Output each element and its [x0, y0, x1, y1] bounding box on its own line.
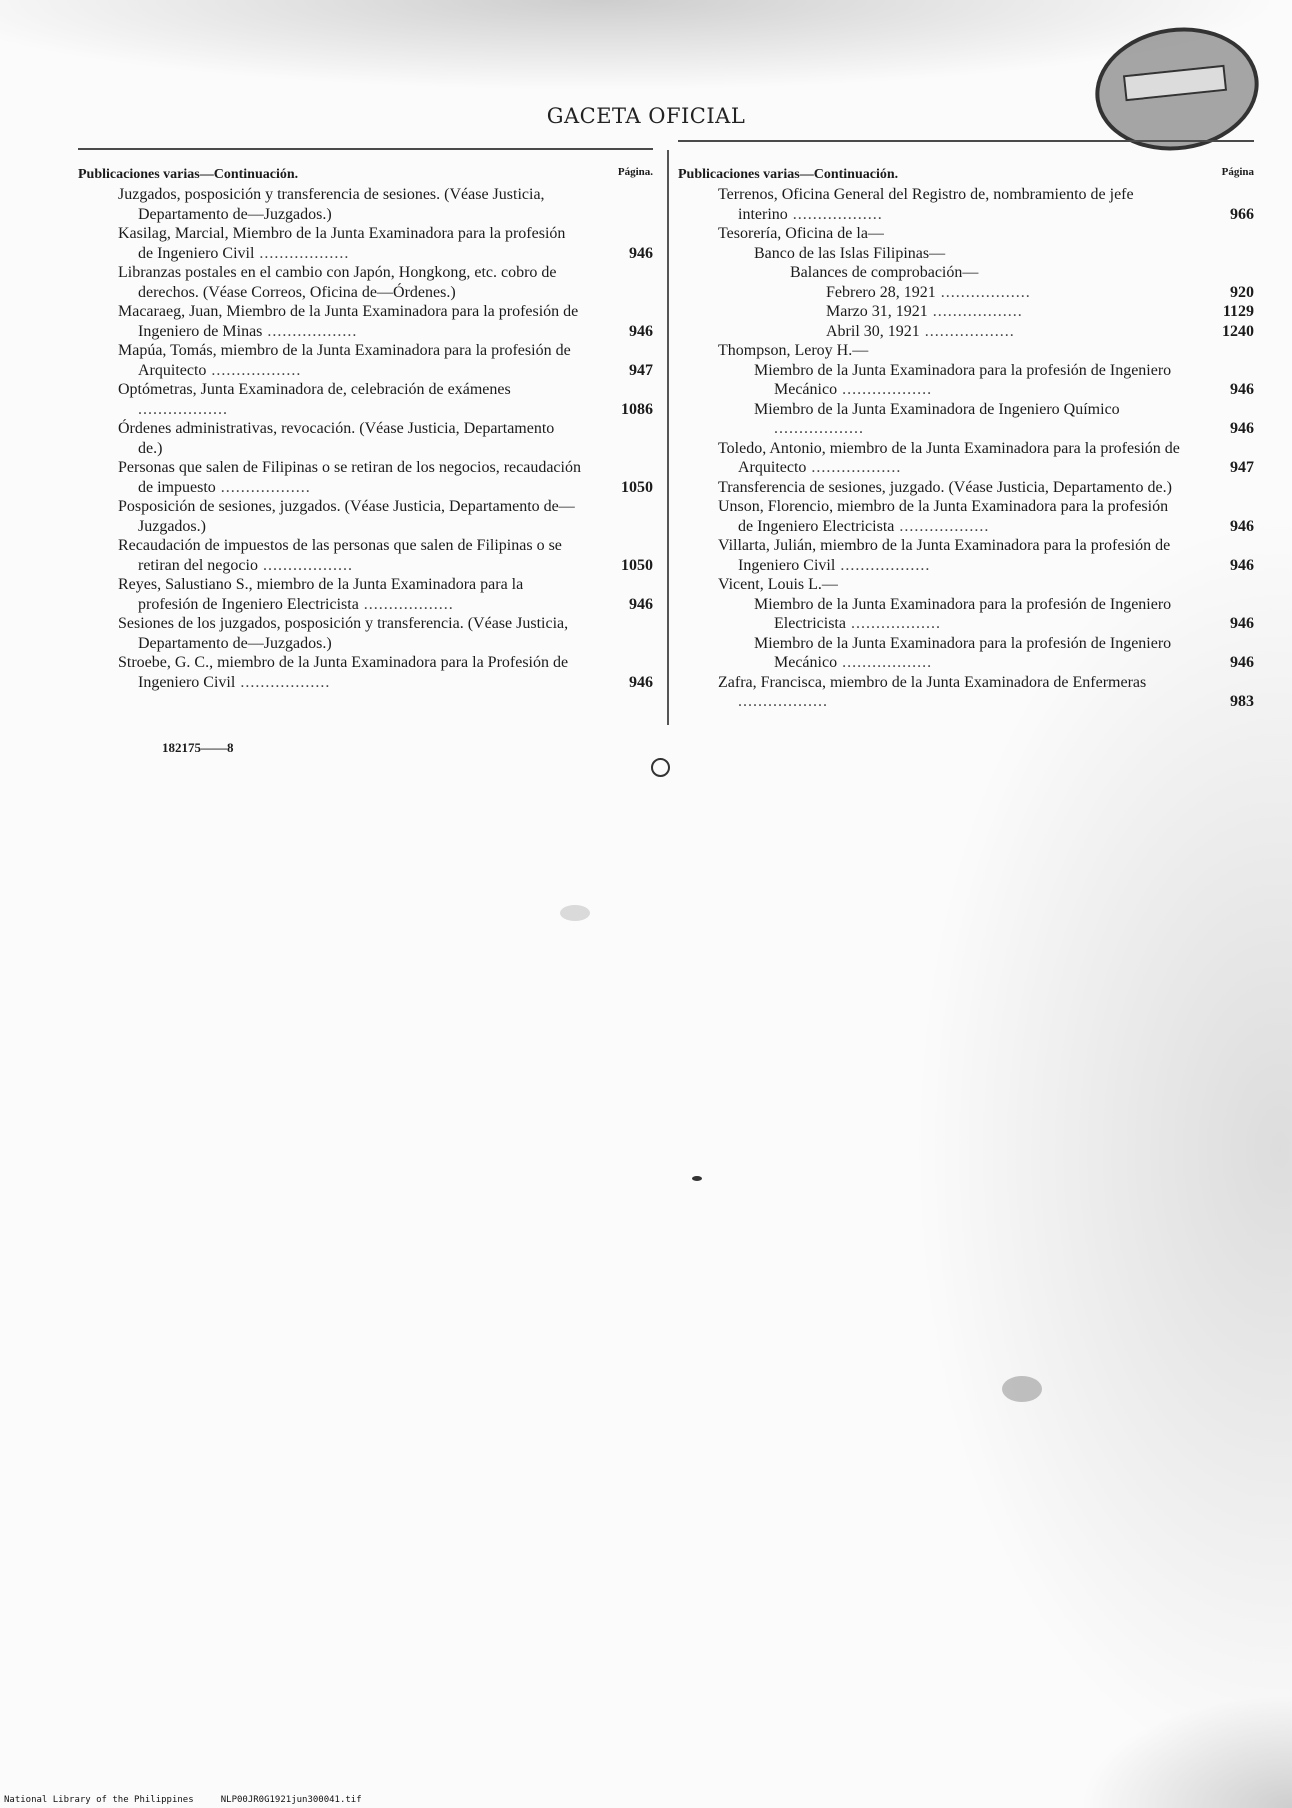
index-entry-text: Terrenos, Oficina General del Registro de, nombramiento de jefe interino .................. [718, 186, 1134, 223]
index-entry-page: 983 [1230, 693, 1254, 710]
index-entry-text: Recaudación de impuestos de las personas que salen de Filipinas o se retiran del negocio .................. [118, 537, 562, 574]
index-entry-page: 1086 [621, 400, 653, 418]
index-entry-text: Macaraeg, Juan, Miembro de la Junta Examinadora para la profesión de Ingeniero de Minas .................. [118, 303, 579, 340]
index-entry-text: Marzo 31, 1921 .................. [826, 303, 1023, 320]
punch-hole-mark [651, 758, 670, 777]
index-entry [678, 536, 1254, 575]
index-entry [678, 283, 1254, 303]
index-entry-text: Banco de las Islas Filipinas— [754, 244, 946, 262]
index-entry-text: Thompson, Leroy H.— [718, 342, 869, 359]
left-column-heading: Publicaciones varias—Continuación. [78, 167, 299, 182]
dot-leader: .................. [787, 205, 883, 223]
index-entry-page: 946 [1230, 420, 1254, 437]
right-column-heading: Publicaciones varias—Continuación. [678, 167, 899, 182]
index-entry-page: 920 [1230, 283, 1254, 301]
index-entry-text: Stroebe, G. C., miembro de la Junta Examinadora para la Profesión de Ingeniero Civil .................. [118, 654, 569, 691]
dot-leader: .................. [257, 556, 353, 574]
scan-speck [560, 905, 590, 921]
dot-leader: .................. [738, 693, 828, 710]
index-entry [678, 185, 1254, 224]
index-entry [78, 263, 653, 302]
index-entry [78, 341, 653, 380]
dot-leader: .................. [206, 361, 302, 379]
index-entry-text: Posposición de sesiones, juzgados. (Véase Justicia, Departamento de—Juzgados.) [118, 498, 575, 535]
index-entry [78, 302, 653, 341]
right-entry-list [678, 185, 1254, 712]
dot-leader: .................. [774, 420, 864, 437]
index-entry-text: Miembro de la Junta Examinadora para la profesión de Ingeniero Mecánico .................. [754, 634, 1172, 671]
index-entry-page: 946 [629, 673, 653, 691]
index-entry-text: Vicent, Louis L.— [718, 576, 838, 593]
left-column [78, 165, 653, 692]
column-divider [667, 150, 669, 725]
left-column-page-label: Página. [617, 166, 653, 178]
index-entry-text: Mapúa, Tomás, miembro de la Junta Examinadora para la profesión de Arquitecto .................. [118, 342, 571, 379]
dot-leader: .................. [935, 283, 1031, 301]
dot-leader: .................. [845, 615, 941, 632]
index-entry [678, 673, 1254, 712]
index-entry [78, 653, 653, 692]
dot-leader: .................. [835, 556, 931, 574]
right-column [678, 165, 1254, 712]
index-entry-page: 946 [1230, 517, 1254, 535]
index-entry [678, 478, 1254, 498]
index-entry-text: Reyes, Salustiano S., miembro de la Junta Examinadora para la profesión de Ingeniero Electricista .................. [118, 576, 524, 613]
index-entry-page: 947 [629, 361, 653, 379]
index-entry-text: Órdenes administrativas, revocación. (Véase Justicia, Departamento de.) [118, 420, 555, 457]
index-entry [78, 458, 653, 497]
index-entry [78, 419, 653, 458]
index-entry-page: 946 [1230, 381, 1254, 398]
index-entry-text: Miembro de la Junta Examinadora para la profesión de Ingeniero Mecánico .................. [754, 361, 1172, 398]
index-entry [678, 263, 1254, 283]
index-entry-page: 1050 [621, 478, 653, 496]
index-entry [678, 497, 1254, 536]
index-entry-text: Miembro de la Junta Examinadora para la profesión de Ingeniero Electricista .................. [754, 595, 1172, 632]
scan-footer [4, 1795, 362, 1805]
dot-leader: .................. [358, 595, 454, 613]
dot-leader: .................. [215, 478, 311, 496]
left-entry-list [78, 185, 653, 692]
right-header-rule [678, 140, 1254, 142]
index-entry-page: 1050 [621, 556, 653, 574]
index-entry-text: Tesorería, Oficina de la— [718, 225, 884, 242]
dot-leader: .................. [927, 303, 1023, 320]
index-entry-text: Balances de comprobación— [790, 264, 979, 281]
footer-spacer [194, 1795, 221, 1805]
page-title: GACETA OFICIAL [546, 104, 746, 128]
index-entry [78, 614, 653, 653]
index-entry [678, 322, 1254, 342]
index-entry-text: Febrero 28, 1921 .................. [826, 283, 1031, 301]
index-entry [678, 361, 1254, 400]
index-entry [678, 595, 1254, 634]
index-entry-page: 1129 [1222, 303, 1254, 320]
dot-leader: .................. [138, 400, 228, 418]
index-entry [678, 244, 1254, 264]
dot-leader: .................. [919, 322, 1015, 340]
dot-leader: .................. [837, 381, 933, 398]
index-entry-page: 946 [1230, 654, 1254, 671]
index-entry-text: Abril 30, 1921 .................. [826, 322, 1015, 340]
dot-leader: .................. [894, 517, 990, 535]
index-entry-text: Transferencia de sesiones, juzgado. (Véase Justicia, Departamento de.) [718, 478, 1172, 496]
dot-leader: .................. [254, 244, 350, 262]
right-column-page-label: Página [1221, 166, 1254, 178]
scan-speck [1002, 1376, 1042, 1402]
index-entry-text: Miembro de la Junta Examinadora de Ingeniero Químico .................. [754, 400, 1120, 437]
index-entry [78, 380, 653, 419]
index-entry [78, 224, 653, 263]
index-entry-text: Villarta, Julián, miembro de la Junta Examinadora para la profesión de Ingeniero Civil .................. [718, 537, 1171, 574]
right-column-header [678, 165, 1254, 185]
index-entry-text: Zafra, Francisca, miembro de la Junta Examinadora de Enfermeras .................. [718, 673, 1147, 710]
index-entry-text: Libranzas postales en el cambio con Japón, Hongkong, etc. cobro de derechos. (Véase Correos, Oficina de—Órdenes.) [118, 264, 557, 301]
index-entry [78, 185, 653, 224]
index-entry-text: Kasilag, Marcial, Miembro de la Junta Examinadora para la profesión de Ingeniero Civil .................. [118, 225, 566, 262]
index-entry [678, 575, 1254, 595]
index-entry-page: 947 [1230, 459, 1254, 476]
left-header-rule [78, 148, 653, 150]
index-entry-text: Optómetras, Junta Examinadora de, celebración de exámenes .................. [118, 381, 511, 418]
dot-leader: .................. [235, 673, 331, 691]
index-entry [78, 536, 653, 575]
index-entry-page: 946 [629, 595, 653, 613]
dot-leader: .................. [262, 322, 358, 340]
index-entry [678, 634, 1254, 673]
index-entry-text: Personas que salen de Filipinas o se retiran de los negocios, recaudación de impuesto .................. [118, 459, 581, 496]
index-entry [678, 400, 1254, 439]
dot-leader: .................. [837, 654, 933, 671]
index-entry-page: 1240 [1222, 322, 1254, 340]
scan-speck [692, 1176, 702, 1181]
index-entry [78, 575, 653, 614]
index-entry-page: 946 [629, 244, 653, 262]
index-entry-page: 966 [1230, 205, 1254, 223]
left-column-header [78, 165, 653, 185]
index-entry-page: 946 [1230, 556, 1254, 574]
printer-code: 182175——8 [162, 740, 234, 755]
footer-file: NLP00JR0G1921jun300041.tif [220, 1795, 362, 1805]
index-entry [678, 439, 1254, 478]
index-entry-text: Toledo, Antonio, miembro de la Junta Examinadora para la profesión de Arquitecto .................. [718, 439, 1180, 476]
footer-library: National Library of the Philippines [4, 1795, 194, 1805]
index-entry [678, 302, 1254, 322]
index-entry-page: 946 [629, 322, 653, 340]
index-entry [78, 497, 653, 536]
index-entry-page: 946 [1230, 615, 1254, 632]
dot-leader: .................. [806, 459, 902, 476]
index-entry-text: Unson, Florencio, miembro de la Junta Examinadora para la profesión de Ingeniero Electricista .................. [718, 498, 1169, 535]
index-entry-text: Juzgados, posposición y transferencia de sesiones. (Véase Justicia, Departamento de—Juzgados.) [118, 186, 545, 223]
index-entry [678, 341, 1254, 361]
index-entry [678, 224, 1254, 244]
index-entry-text: Sesiones de los juzgados, posposición y transferencia. (Véase Justicia, Departamento de—Juzgados.) [118, 615, 569, 652]
